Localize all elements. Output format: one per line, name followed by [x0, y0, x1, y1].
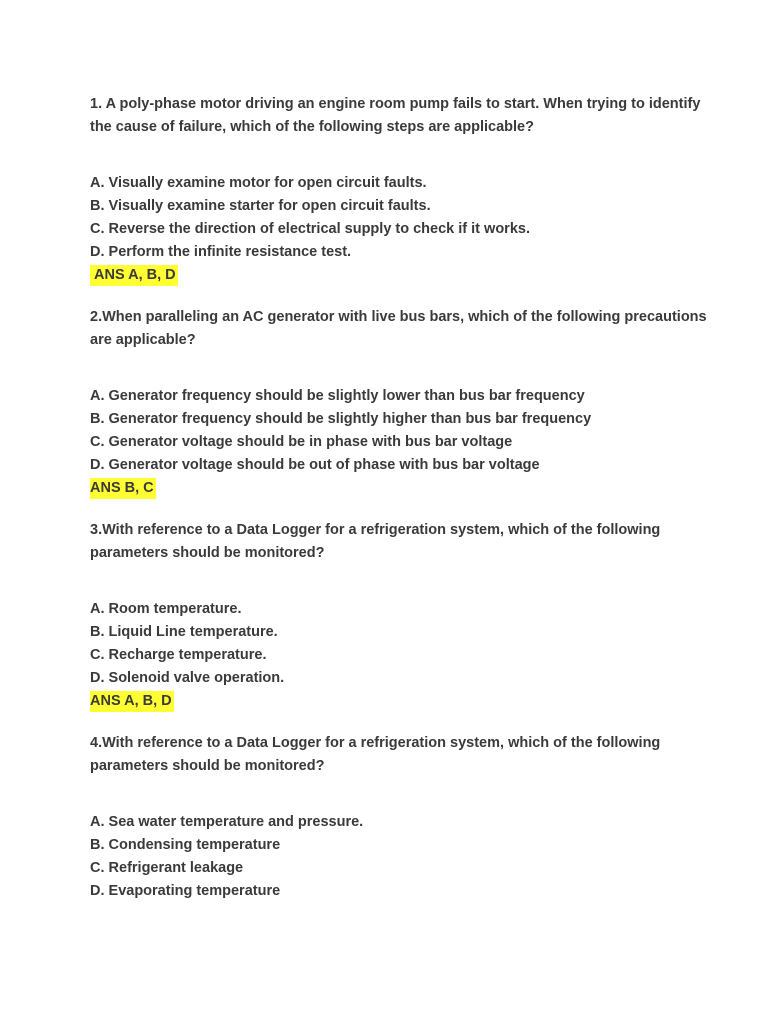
question-text: 4.With reference to a Data Logger for a refrigeration system, which of the following parameters should be monitored? [90, 735, 661, 774]
option-d: D. Solenoid valve operation. [90, 670, 285, 686]
document-page [90, 93, 710, 923]
question-block-1 [90, 93, 710, 286]
question-text: 1. A poly-phase motor driving an engine room pump fails to start. When trying to identify the cause of failure, which of the following steps are applicable? [90, 96, 701, 135]
option-list [90, 598, 710, 690]
option-a: A. Sea water temperature and pressure. [90, 814, 364, 830]
option-list [90, 172, 710, 264]
question-text: 3.With reference to a Data Logger for a refrigeration system, which of the following parameters should be monitored? [90, 522, 661, 561]
option-b: B. Condensing temperature [90, 837, 281, 853]
answer-highlight: ANS B, C [90, 478, 156, 499]
option-d: D. Generator voltage should be out of phase with bus bar voltage [90, 457, 540, 473]
answer-highlight: ANS A, B, D [90, 265, 178, 286]
question-block-3 [90, 519, 710, 712]
option-d: D. Evaporating temperature [90, 883, 281, 899]
option-b: B. Generator frequency should be slightly higher than bus bar frequency [90, 411, 592, 427]
answer-highlight: ANS A, B, D [90, 691, 174, 712]
option-a: A. Visually examine motor for open circuit faults. [90, 175, 427, 191]
option-b: B. Liquid Line temperature. [90, 624, 278, 640]
option-c: C. Reverse the direction of electrical supply to check if it works. [90, 221, 530, 237]
option-c: C. Refrigerant leakage [90, 860, 244, 876]
option-list [90, 385, 710, 477]
option-c: C. Recharge temperature. [90, 647, 267, 663]
option-d: D. Perform the infinite resistance test. [90, 244, 352, 260]
question-block-4 [90, 732, 710, 903]
question-block-2 [90, 306, 710, 499]
question-text: 2.When paralleling an AC generator with live bus bars, which of the following precautions are applicable? [90, 309, 707, 348]
option-a: A. Generator frequency should be slightly lower than bus bar frequency [90, 388, 585, 404]
option-list [90, 811, 710, 903]
option-a: A. Room temperature. [90, 601, 242, 617]
option-b: B. Visually examine starter for open circuit faults. [90, 198, 431, 214]
option-c: C. Generator voltage should be in phase with bus bar voltage [90, 434, 513, 450]
